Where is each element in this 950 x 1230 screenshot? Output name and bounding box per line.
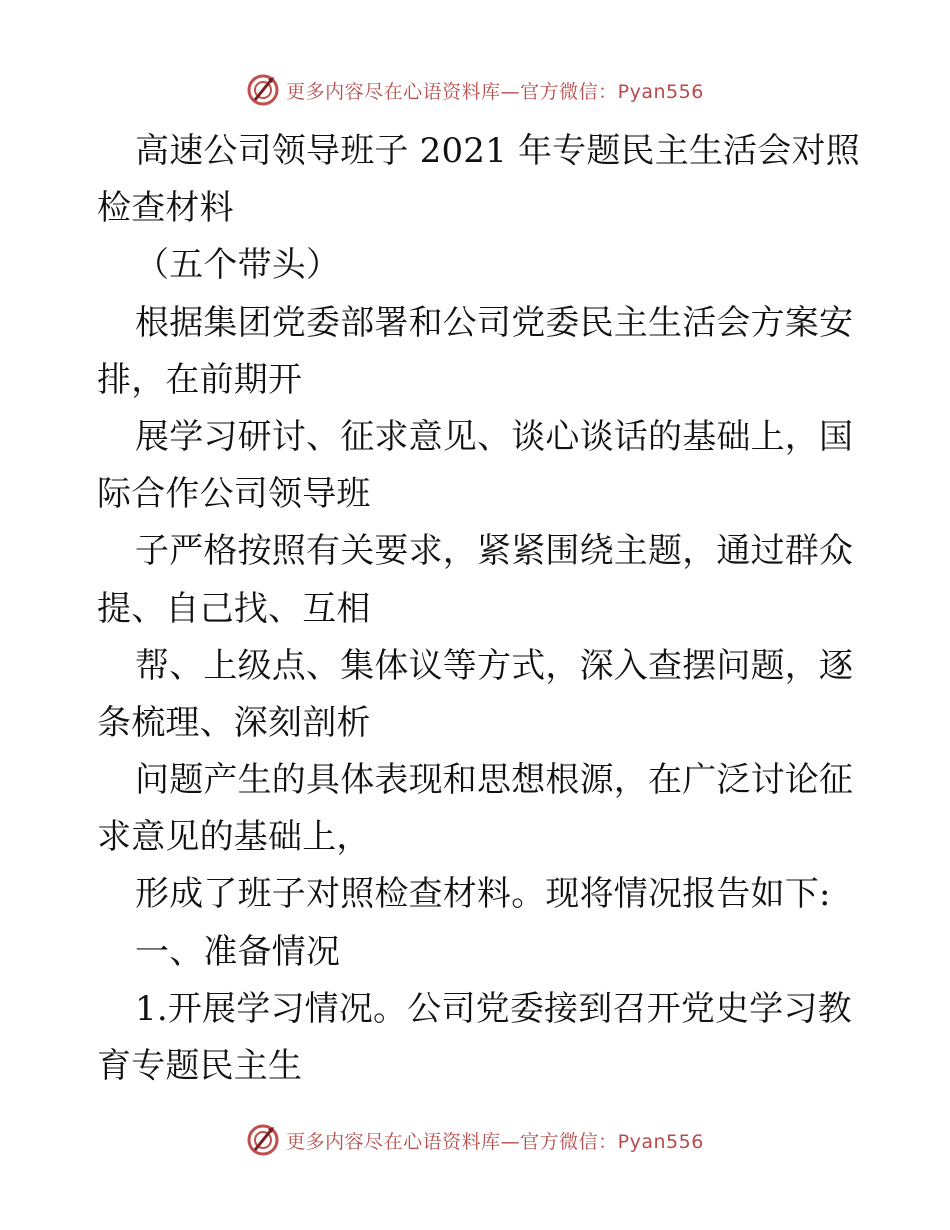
doc-paragraph-line: 提、自己找、互相 [97, 588, 371, 629]
doc-title-line-1: 高速公司领导班子 2021 年专题民主生活会对照 [135, 131, 860, 171]
stamp-logo-icon [246, 1123, 280, 1157]
document-body [97, 123, 860, 1095]
doc-paragraph-line: 条梳理、深刻剖析 [97, 702, 371, 743]
watermark-text: 更多内容尽在心语资料库—官方微信：Pyan556 [286, 1130, 704, 1153]
watermark-text: 更多内容尽在心语资料库—官方微信：Pyan556 [286, 80, 704, 103]
doc-paragraph-line: 形成了班子对照检查材料。现将情况报告如下: [135, 874, 831, 915]
doc-paragraph-line: 根据集团党委部署和公司党委民主生活会方案安 [135, 302, 854, 343]
doc-paragraph-line: 排，在前期开 [97, 359, 303, 400]
doc-paragraph-line: 子严格按照有关要求，紧紧围绕主题，通过群众 [135, 531, 854, 572]
doc-subtitle: （五个带头） [135, 245, 341, 286]
doc-paragraph-line: 育专题民主生 [97, 1046, 303, 1086]
doc-paragraph-line: 问题产生的具体表现和思想根源，在广泛讨论征 [135, 760, 854, 801]
doc-title-line-2: 检查材料 [97, 188, 234, 229]
doc-paragraph-line: 求意见的基础上， [97, 817, 371, 858]
section-heading: 一、准备情况 [135, 931, 341, 972]
doc-paragraph-line: 1.开展学习情况。公司党委接到召开党史学习教 [135, 988, 852, 1029]
doc-paragraph-line: 帮、上级点、集体议等方式，深入查摆问题，逐 [135, 645, 854, 686]
watermark-header [0, 72, 950, 108]
stamp-logo-icon [246, 73, 280, 107]
doc-paragraph-line: 际合作公司领导班 [97, 474, 371, 515]
doc-paragraph-line: 展学习研讨、征求意见、谈心谈话的基础上，国 [135, 416, 854, 457]
watermark-footer [0, 1122, 950, 1158]
